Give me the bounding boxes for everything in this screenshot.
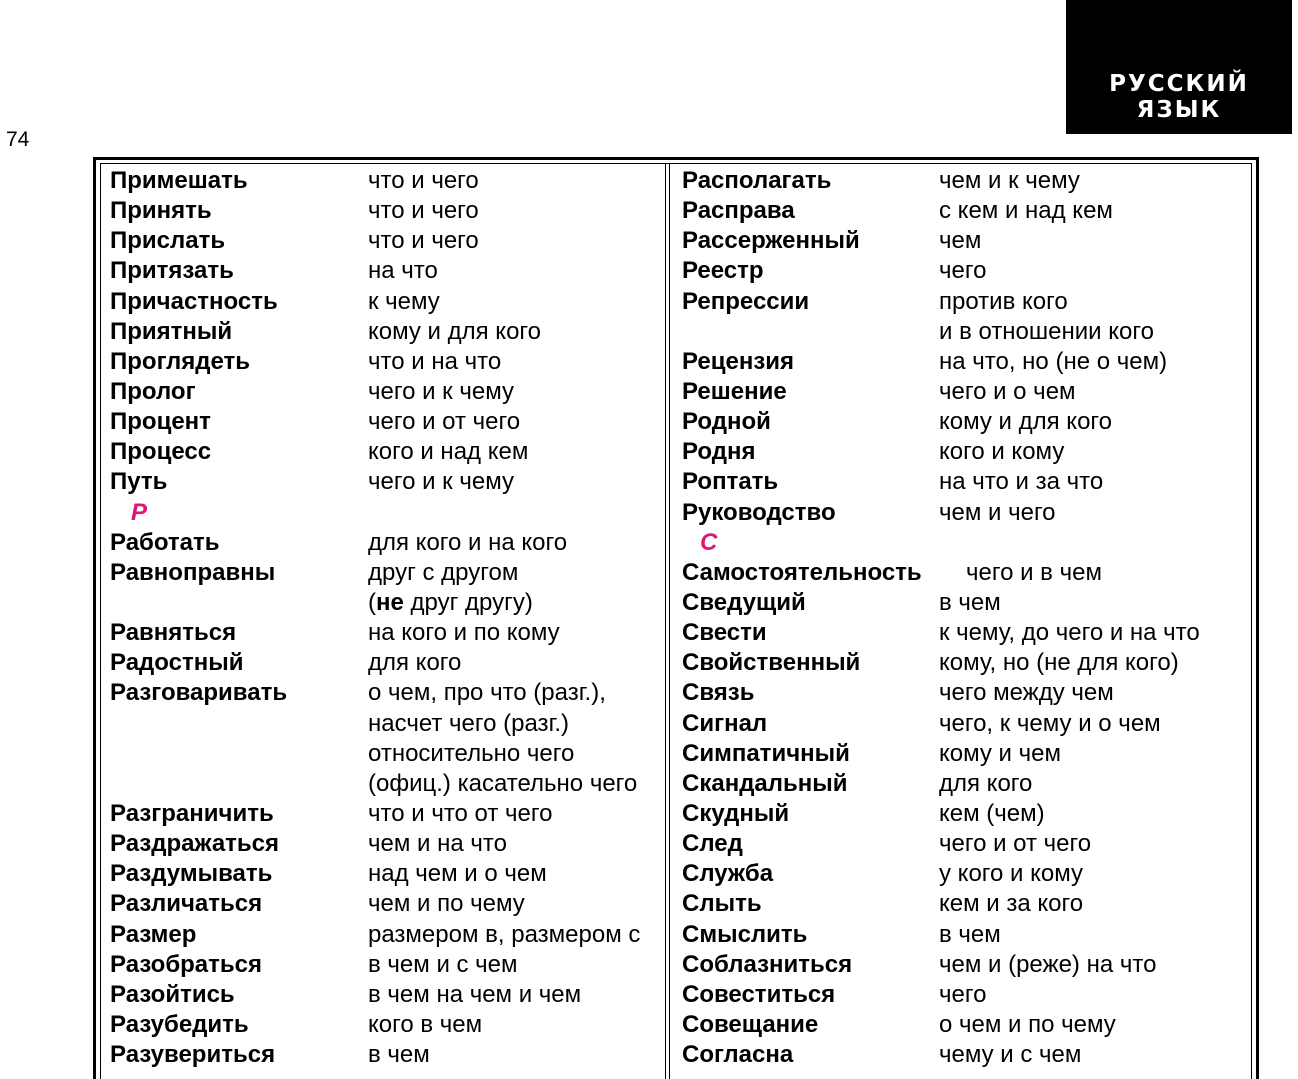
- banner-title: РУССКИЙ ЯЗЫК: [1109, 71, 1249, 123]
- table-row: [110, 920, 660, 950]
- table-row: [682, 648, 1247, 678]
- section-letter: Р: [131, 498, 148, 526]
- table-row: [682, 226, 1247, 256]
- headword: Родной: [682, 408, 771, 436]
- government-text-part: друг другу): [403, 588, 533, 616]
- table-row: [682, 347, 1247, 377]
- table-row: [110, 166, 660, 196]
- government-text: что и чего: [368, 167, 479, 194]
- government-text: кого и кому: [939, 438, 1065, 466]
- headword: След: [682, 830, 743, 858]
- headword: Согласна: [682, 1041, 794, 1069]
- table-row: [682, 739, 1247, 769]
- table-row: [682, 528, 1247, 558]
- table-row: [110, 317, 660, 347]
- headword: Работать: [110, 528, 220, 556]
- table-row: [682, 1010, 1247, 1040]
- headword: Реестр: [682, 257, 764, 285]
- headword: Решение: [682, 377, 787, 405]
- government-text: о чем и по чему: [939, 1010, 1116, 1038]
- headword: Расправа: [682, 197, 795, 225]
- headword: Принять: [110, 197, 212, 225]
- headword: Прислать: [110, 227, 226, 255]
- government-text: чем и (реже) на что: [939, 950, 1157, 978]
- government-text: кого и над кем: [368, 438, 529, 466]
- headword: Притязать: [110, 257, 234, 285]
- government-text: кого в чем: [368, 1010, 483, 1038]
- headword: Совещание: [682, 1010, 819, 1038]
- headword: Родня: [682, 438, 756, 466]
- table-row: [682, 709, 1247, 739]
- government-text: чего и от чего: [368, 408, 521, 436]
- headword: Разговаривать: [110, 679, 288, 707]
- headword: Скудный: [682, 799, 790, 827]
- government-text: и в отношении кого: [939, 317, 1154, 345]
- government-text: в чем: [368, 1041, 430, 1069]
- headword: Равноправны: [110, 558, 276, 586]
- table-row: [682, 437, 1247, 467]
- table-row: [682, 256, 1247, 286]
- government-text: что и что от чего: [368, 799, 553, 827]
- government-text: друг с другом: [368, 558, 519, 586]
- table-row: [682, 287, 1247, 317]
- table-row: [682, 317, 1247, 347]
- government-text: для кого: [368, 649, 462, 677]
- government-text: что и чего: [368, 227, 479, 255]
- government-text: размером в, размером с: [368, 920, 641, 948]
- headword: Разобраться: [110, 950, 263, 978]
- section-banner: [1066, 0, 1292, 134]
- headword: Разувериться: [110, 1041, 276, 1069]
- headword: Размер: [110, 920, 197, 948]
- government-text: чего между чем: [939, 679, 1114, 707]
- table-row: [110, 678, 660, 708]
- emphasis-text: не: [376, 588, 404, 616]
- headword: Симпатичный: [682, 739, 850, 767]
- government-text-part: (: [368, 588, 376, 616]
- table-row: [110, 287, 660, 317]
- table-row: [110, 829, 660, 859]
- headword: Процесс: [110, 438, 212, 466]
- government-text: на что, но (не о чем): [939, 347, 1168, 375]
- headword: Смыслить: [682, 920, 808, 948]
- government-text: кому и для кого: [939, 408, 1112, 436]
- government-text: чего и от чего: [939, 830, 1092, 858]
- headword: Процент: [110, 408, 211, 436]
- column-divider-left: [665, 163, 666, 1079]
- table-row: [110, 1040, 660, 1070]
- government-text: против кого: [939, 287, 1068, 315]
- government-text: кем (чем): [939, 799, 1045, 827]
- headword: Рассерженный: [682, 227, 860, 255]
- table-row: [682, 196, 1247, 226]
- government-text: чего и о чем: [939, 377, 1076, 405]
- government-text: в чем на чем и чем: [368, 980, 582, 1008]
- government-text: чего, к чему и о чем: [939, 709, 1161, 737]
- table-row: [110, 437, 660, 467]
- government-text: к чему: [368, 287, 440, 315]
- table-row: [110, 980, 660, 1010]
- table-row: [110, 588, 660, 618]
- headword: Примешать: [110, 167, 248, 194]
- table-row: [110, 769, 660, 799]
- table-row: [110, 528, 660, 558]
- table-row: [110, 739, 660, 769]
- headword: Располагать: [682, 167, 832, 194]
- government-text: чем и на что: [368, 830, 507, 858]
- government-text: о чем, про что (разг.),: [368, 679, 606, 707]
- government-text: относительно чего: [368, 739, 575, 767]
- government-text: чего и в чем: [966, 558, 1102, 586]
- table-row: [682, 377, 1247, 407]
- table-row: [110, 377, 660, 407]
- table-row: [682, 799, 1247, 829]
- table-row: [110, 859, 660, 889]
- government-text: чего и к чему: [368, 468, 514, 496]
- government-text: (офиц.) касательно чего: [368, 769, 638, 797]
- government-text: кому и для кого: [368, 317, 541, 345]
- headword: Репрессии: [682, 287, 810, 315]
- table-row: [682, 980, 1247, 1010]
- table-row: [682, 950, 1247, 980]
- table-row: [682, 166, 1247, 196]
- table-row: [682, 1040, 1247, 1070]
- table-row: [110, 889, 660, 919]
- headword: Разойтись: [110, 980, 235, 1008]
- column-divider-right: [669, 163, 670, 1079]
- table-row: [110, 467, 660, 497]
- headword: Различаться: [110, 890, 263, 918]
- government-text: что и на что: [368, 347, 502, 375]
- table-row: [682, 889, 1247, 919]
- headword: Приятный: [110, 317, 233, 345]
- government-text: насчет чего (разг.): [368, 709, 570, 737]
- table-row: [682, 407, 1247, 437]
- headword: Проглядеть: [110, 347, 250, 375]
- government-text: кому и чем: [939, 739, 1061, 767]
- government-text: чего: [939, 257, 987, 285]
- government-text: чего и к чему: [368, 377, 514, 405]
- headword: Раздражаться: [110, 830, 280, 858]
- table-row: [682, 498, 1247, 528]
- government-text: чему и с чем: [939, 1041, 1082, 1069]
- headword: Связь: [682, 679, 755, 707]
- table-row: [110, 256, 660, 286]
- table-row: [682, 618, 1247, 648]
- government-text: к чему, до чего и на что: [939, 619, 1200, 647]
- headword: Руководство: [682, 498, 836, 526]
- government-text: у кого и кому: [939, 860, 1083, 888]
- government-text: на что: [368, 257, 438, 285]
- government-text: кем и за кого: [939, 890, 1084, 918]
- section-letter: С: [700, 528, 718, 556]
- headword: Совеститься: [682, 980, 836, 1008]
- government-text: чего: [939, 980, 987, 1008]
- table-row: [110, 498, 660, 528]
- government-text: [368, 588, 533, 618]
- headword: Соблазниться: [682, 950, 853, 978]
- government-text: что и чего: [368, 197, 479, 225]
- headword: Равняться: [110, 619, 237, 647]
- table-row: [682, 678, 1247, 708]
- headword: Скандальный: [682, 769, 848, 797]
- table-row: [682, 558, 1247, 588]
- headword: Раздумывать: [110, 860, 273, 888]
- government-text: чем и по чему: [368, 890, 525, 918]
- table-row: [110, 407, 660, 437]
- table-row: [682, 829, 1247, 859]
- government-text: чем и к чему: [939, 167, 1080, 194]
- table-row: [110, 709, 660, 739]
- headword: Служба: [682, 860, 774, 888]
- table-row: [110, 1010, 660, 1040]
- headword: Роптать: [682, 468, 779, 496]
- headword: Пролог: [110, 377, 196, 405]
- headword: Рецензия: [682, 347, 795, 375]
- headword: Сведущий: [682, 588, 806, 616]
- government-text: чем и чего: [939, 498, 1056, 526]
- headword: Самостоятельность: [682, 558, 922, 586]
- government-text: для кого: [939, 769, 1033, 797]
- headword: Разграничить: [110, 799, 274, 827]
- headword: Причастность: [110, 287, 278, 315]
- table-row: [110, 196, 660, 226]
- government-text: в чем: [939, 920, 1001, 948]
- government-text: чем: [939, 227, 982, 255]
- table-row: [110, 618, 660, 648]
- headword: Радостный: [110, 649, 244, 677]
- headword: Слыть: [682, 890, 762, 918]
- table-row: [110, 648, 660, 678]
- headword: Свести: [682, 619, 767, 647]
- left-column: [110, 166, 660, 1070]
- table-row: [110, 558, 660, 588]
- table-row: [682, 769, 1247, 799]
- table-row: [682, 467, 1247, 497]
- headword: Путь: [110, 468, 168, 496]
- right-column: [682, 166, 1247, 1070]
- table-row: [110, 226, 660, 256]
- table-row: [110, 347, 660, 377]
- government-text: для кого и на кого: [368, 528, 568, 556]
- government-text: в чем и с чем: [368, 950, 518, 978]
- headword: Свойственный: [682, 649, 861, 677]
- government-text: в чем: [939, 588, 1001, 616]
- page-number: 74: [6, 128, 30, 151]
- headword: Сигнал: [682, 709, 768, 737]
- table-row: [110, 950, 660, 980]
- government-text: на что и за что: [939, 468, 1104, 496]
- table-row: [682, 588, 1247, 618]
- table-row: [682, 920, 1247, 950]
- headword: Разубедить: [110, 1010, 249, 1038]
- government-text: кому, но (не для кого): [939, 649, 1179, 677]
- table-row: [110, 799, 660, 829]
- government-text: над чем и о чем: [368, 860, 547, 888]
- table-row: [682, 859, 1247, 889]
- government-text: на кого и по кому: [368, 619, 560, 647]
- government-text: с кем и над кем: [939, 197, 1113, 225]
